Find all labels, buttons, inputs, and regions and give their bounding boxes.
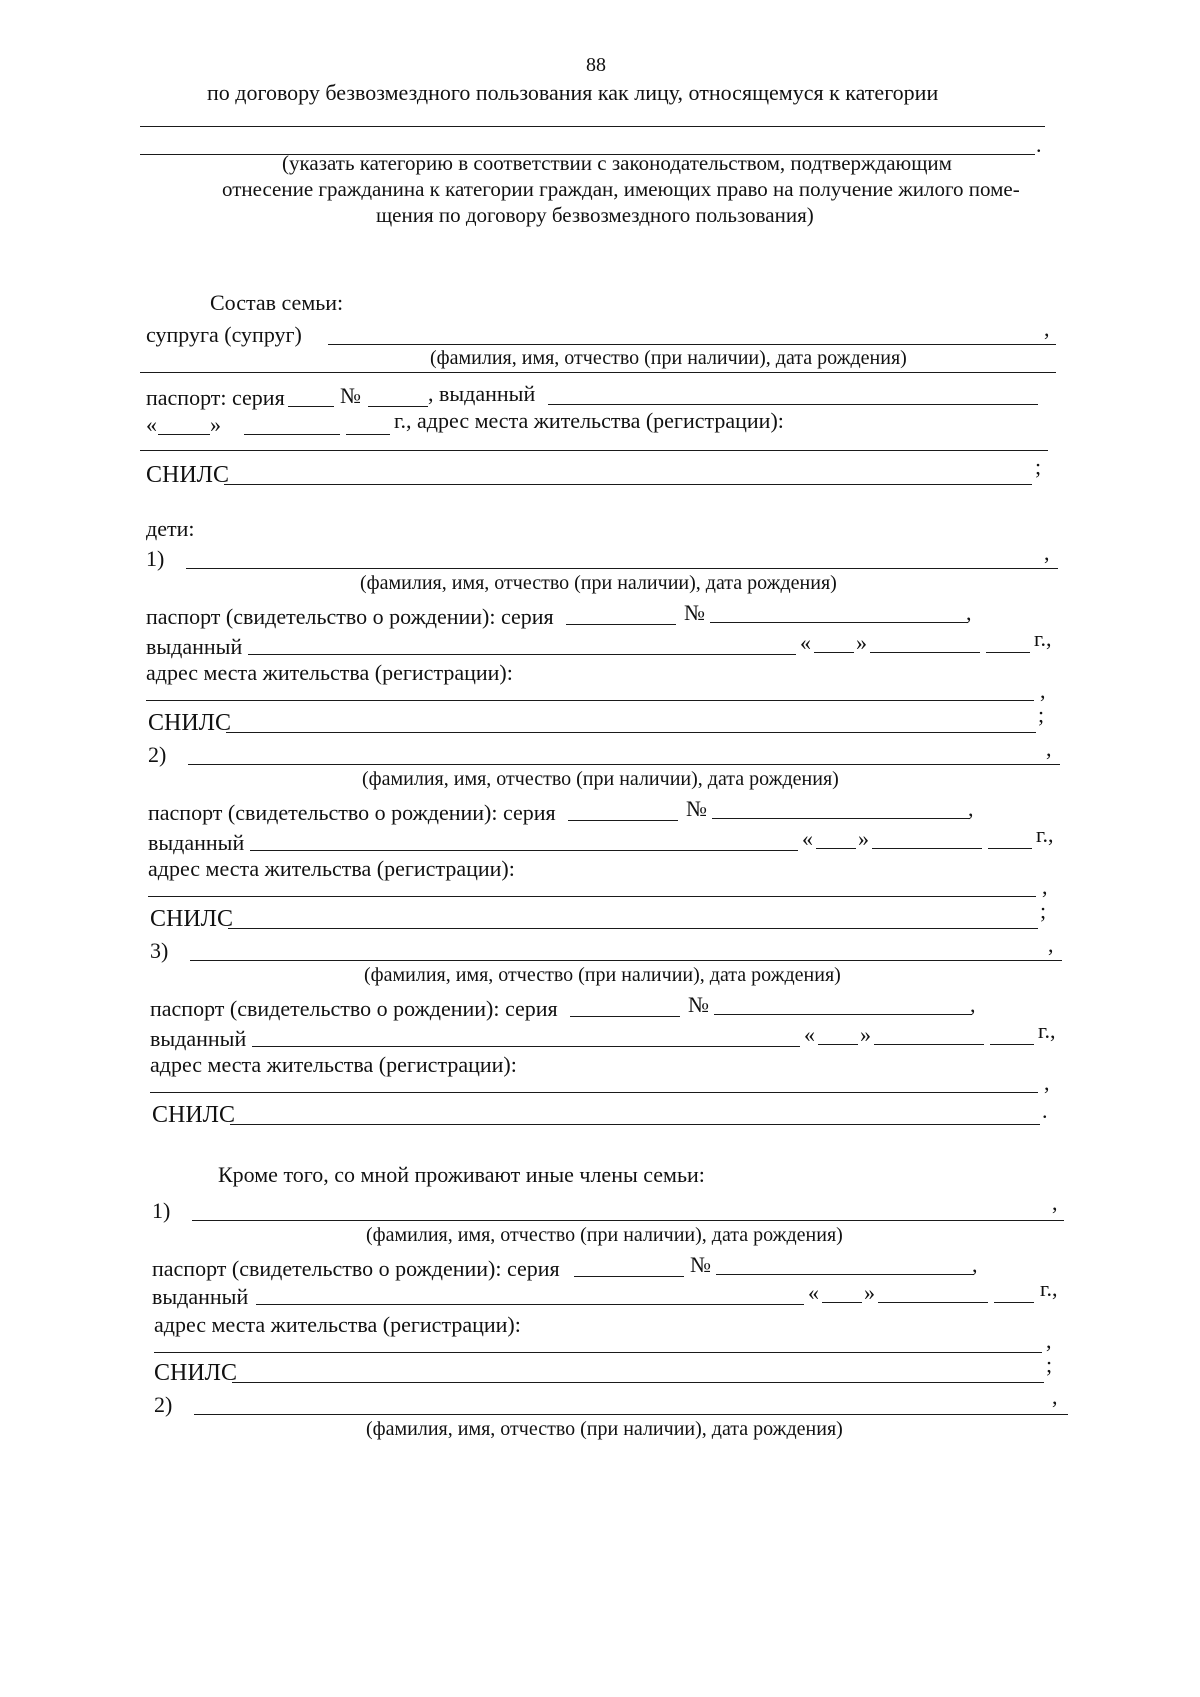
child-1-month-input[interactable] — [870, 629, 980, 653]
other-1-month-input[interactable] — [878, 1279, 988, 1303]
comma: , — [1044, 1070, 1050, 1095]
other-1-number: 1) — [152, 1198, 171, 1223]
period-mark: . — [1042, 1098, 1048, 1123]
snils-line — [226, 732, 1036, 733]
other-2-name-line — [194, 1414, 1068, 1415]
children-heading: дети: — [146, 516, 195, 541]
comma: , — [1052, 1190, 1058, 1215]
child-3-snils-input[interactable] — [232, 1100, 1032, 1124]
number-sign: № — [690, 1252, 711, 1277]
quote-close: » — [858, 826, 869, 851]
issued-label: выданный — [150, 1026, 247, 1051]
child-1-address-input[interactable] — [146, 676, 1034, 700]
passport-series-label: паспорт: серия — [146, 385, 285, 410]
number-sign: № — [340, 383, 361, 408]
comma: , — [1044, 316, 1050, 341]
fio-hint: (фамилия, имя, отчество (при наличии), дата рождения) — [366, 1418, 843, 1440]
child-3-month-input[interactable] — [874, 1021, 984, 1045]
snils-label: СНИЛС — [152, 1102, 235, 1128]
issued-line — [256, 1304, 804, 1305]
other-1-address-input[interactable] — [154, 1328, 1042, 1352]
comma: , — [1044, 540, 1050, 565]
number-sign: № — [684, 600, 705, 625]
address-line — [148, 896, 1036, 897]
comma: , — [968, 796, 974, 821]
child-2-snils-input[interactable] — [230, 904, 1030, 928]
spouse-series-input[interactable] — [288, 383, 334, 407]
spouse-address-input[interactable] — [140, 426, 1048, 450]
child-3-address-input[interactable] — [150, 1068, 1038, 1092]
child-3-number: 3) — [150, 938, 169, 963]
year-label: г., — [1040, 1276, 1058, 1301]
child-2-year-input[interactable] — [988, 825, 1032, 849]
spouse-number-input[interactable] — [368, 383, 428, 407]
year-label: г., — [1034, 626, 1052, 651]
child-2-address-input[interactable] — [148, 872, 1036, 896]
address-line — [140, 450, 1048, 451]
address-label: адрес места жительства (регистрации): — [148, 856, 515, 881]
semicolon: ; — [1040, 898, 1047, 923]
child-1-snils-input[interactable] — [228, 708, 1028, 732]
address-line — [150, 1092, 1038, 1093]
year-label: г., — [1036, 822, 1054, 847]
issued-line — [250, 850, 798, 851]
others-heading: Кроме того, со мной проживают иные члены семьи: — [218, 1162, 705, 1187]
address-label: адрес места жительства (регистрации): — [150, 1052, 517, 1077]
child-3-name-line — [190, 960, 1062, 961]
child-2-day-input[interactable] — [816, 825, 856, 849]
other-1-name-line — [192, 1220, 1064, 1221]
child-2-issued-input[interactable] — [250, 826, 798, 850]
other-1-year-input[interactable] — [994, 1279, 1034, 1303]
address-label: адрес места жительства (регистрации): — [146, 660, 513, 685]
child-1-name-line — [186, 568, 1058, 569]
issued-label: , выданный — [428, 381, 536, 406]
birth-cert-label: паспорт (свидетельство о рождении): серия — [148, 800, 556, 825]
semicolon: ; — [1046, 1352, 1053, 1377]
comma: , — [972, 1252, 978, 1277]
spouse-name-line-2 — [140, 372, 1056, 373]
number-sign: № — [688, 992, 709, 1017]
number-sign: № — [686, 796, 707, 821]
issued-label: выданный — [148, 830, 245, 855]
child-3-issued-input[interactable] — [252, 1022, 800, 1046]
child-3-day-input[interactable] — [818, 1021, 858, 1045]
child-1-issued-input[interactable] — [248, 630, 796, 654]
child-1-day-input[interactable] — [814, 629, 854, 653]
category-input-1[interactable] — [140, 102, 1045, 126]
child-1-number-input[interactable] — [710, 599, 968, 623]
birth-cert-label: паспорт (свидетельство о рождении): серия — [152, 1256, 560, 1281]
quote-open: « — [800, 630, 811, 655]
fio-hint: (фамилия, имя, отчество (при наличии), дата рождения) — [364, 964, 841, 986]
comma: , — [966, 600, 972, 625]
snils-line — [232, 1382, 1044, 1383]
quote-open: « — [808, 1280, 819, 1305]
child-3-year-input[interactable] — [990, 1021, 1034, 1045]
spouse-name-input[interactable] — [328, 320, 1028, 344]
address-line — [154, 1352, 1042, 1353]
address-label: адрес места жительства (регистрации): — [154, 1312, 521, 1337]
issued-label: выданный — [146, 634, 243, 659]
fio-hint: (фамилия, имя, отчество (при наличии), дата рождения) — [362, 768, 839, 790]
spouse-issued-input[interactable] — [548, 381, 1038, 405]
fio-hint: (фамилия, имя, отчество (при наличии), дата рождения) — [430, 347, 907, 369]
quote-open: « — [146, 412, 157, 437]
period-mark: . — [1036, 132, 1042, 157]
spouse-snils-input[interactable] — [226, 460, 1026, 484]
comma: , — [1046, 1328, 1052, 1353]
quote-close: » — [856, 630, 867, 655]
quote-close: » — [210, 412, 221, 437]
child-2-name-input[interactable] — [188, 740, 1038, 764]
semicolon: ; — [1035, 454, 1042, 479]
intro-line: по договору безвозмездного пользования как лицу, относящемуся к категории — [207, 80, 939, 105]
child-2-number-input[interactable] — [712, 795, 970, 819]
issued-line — [248, 654, 796, 655]
child-2-series-input[interactable] — [568, 797, 678, 821]
birth-cert-label: паспорт (свидетельство о рождении): серия — [150, 996, 558, 1021]
comma: , — [1052, 1384, 1058, 1409]
quote-close: » — [860, 1022, 871, 1047]
snils-line — [230, 1124, 1040, 1125]
category-hint-2: отнесение гражданина к категории граждан, имеющих право на получение жилого поме- — [222, 177, 1020, 201]
family-heading: Состав семьи: — [210, 290, 344, 315]
issued-label: выданный — [152, 1284, 249, 1309]
other-2-number: 2) — [154, 1392, 173, 1417]
category-line-1 — [140, 126, 1045, 127]
other-1-day-input[interactable] — [822, 1279, 862, 1303]
fio-hint: (фамилия, имя, отчество (при наличии), дата рождения) — [366, 1224, 843, 1246]
quote-open: « — [802, 826, 813, 851]
other-1-name-input[interactable] — [192, 1196, 1042, 1220]
snils-line — [228, 928, 1038, 929]
year-address-label: г., адрес места жительства (регистрации): — [394, 408, 784, 433]
fio-hint: (фамилия, имя, отчество (при наличии), дата рождения) — [360, 572, 837, 594]
snils-label: СНИЛС — [154, 1360, 237, 1386]
comma: , — [1040, 678, 1046, 703]
snils-label: СНИЛС — [150, 906, 233, 932]
comma: , — [1042, 874, 1048, 899]
child-1-name-input[interactable] — [186, 544, 1036, 568]
quote-close: » — [864, 1280, 875, 1305]
year-label: г., — [1038, 1018, 1056, 1043]
birth-cert-label: паспорт (свидетельство о рождении): серия — [146, 604, 554, 629]
child-1-series-input[interactable] — [566, 601, 676, 625]
child-2-number: 2) — [148, 742, 167, 767]
snils-label: СНИЛС — [148, 710, 231, 736]
child-1-year-input[interactable] — [986, 629, 1030, 653]
issued-line — [252, 1046, 800, 1047]
quote-open: « — [804, 1022, 815, 1047]
other-1-issued-input[interactable] — [256, 1280, 804, 1304]
child-3-series-input[interactable] — [570, 993, 680, 1017]
category-hint-3: щения по договору безвозмездного пользования) — [376, 203, 814, 227]
child-3-number-input[interactable] — [714, 991, 972, 1015]
comma: , — [970, 992, 976, 1017]
child-3-name-input[interactable] — [190, 936, 1040, 960]
other-1-series-input[interactable] — [574, 1253, 684, 1277]
spouse-label: супруга (супруг) — [146, 322, 302, 347]
address-line — [146, 700, 1034, 701]
other-1-number-input[interactable] — [716, 1251, 974, 1275]
page-number: 88 — [586, 54, 606, 76]
child-2-month-input[interactable] — [872, 825, 982, 849]
other-2-name-input[interactable] — [194, 1390, 1044, 1414]
comma: , — [1046, 736, 1052, 761]
comma: , — [1048, 932, 1054, 957]
other-1-snils-input[interactable] — [234, 1358, 1034, 1382]
child-2-name-line — [188, 764, 1060, 765]
snils-label: СНИЛС — [146, 462, 229, 488]
semicolon: ; — [1038, 702, 1045, 727]
category-hint-1: (указать категорию в соответствии с законодательством, подтверждающим — [282, 151, 952, 175]
child-1-number: 1) — [146, 546, 165, 571]
snils-line — [224, 484, 1032, 485]
